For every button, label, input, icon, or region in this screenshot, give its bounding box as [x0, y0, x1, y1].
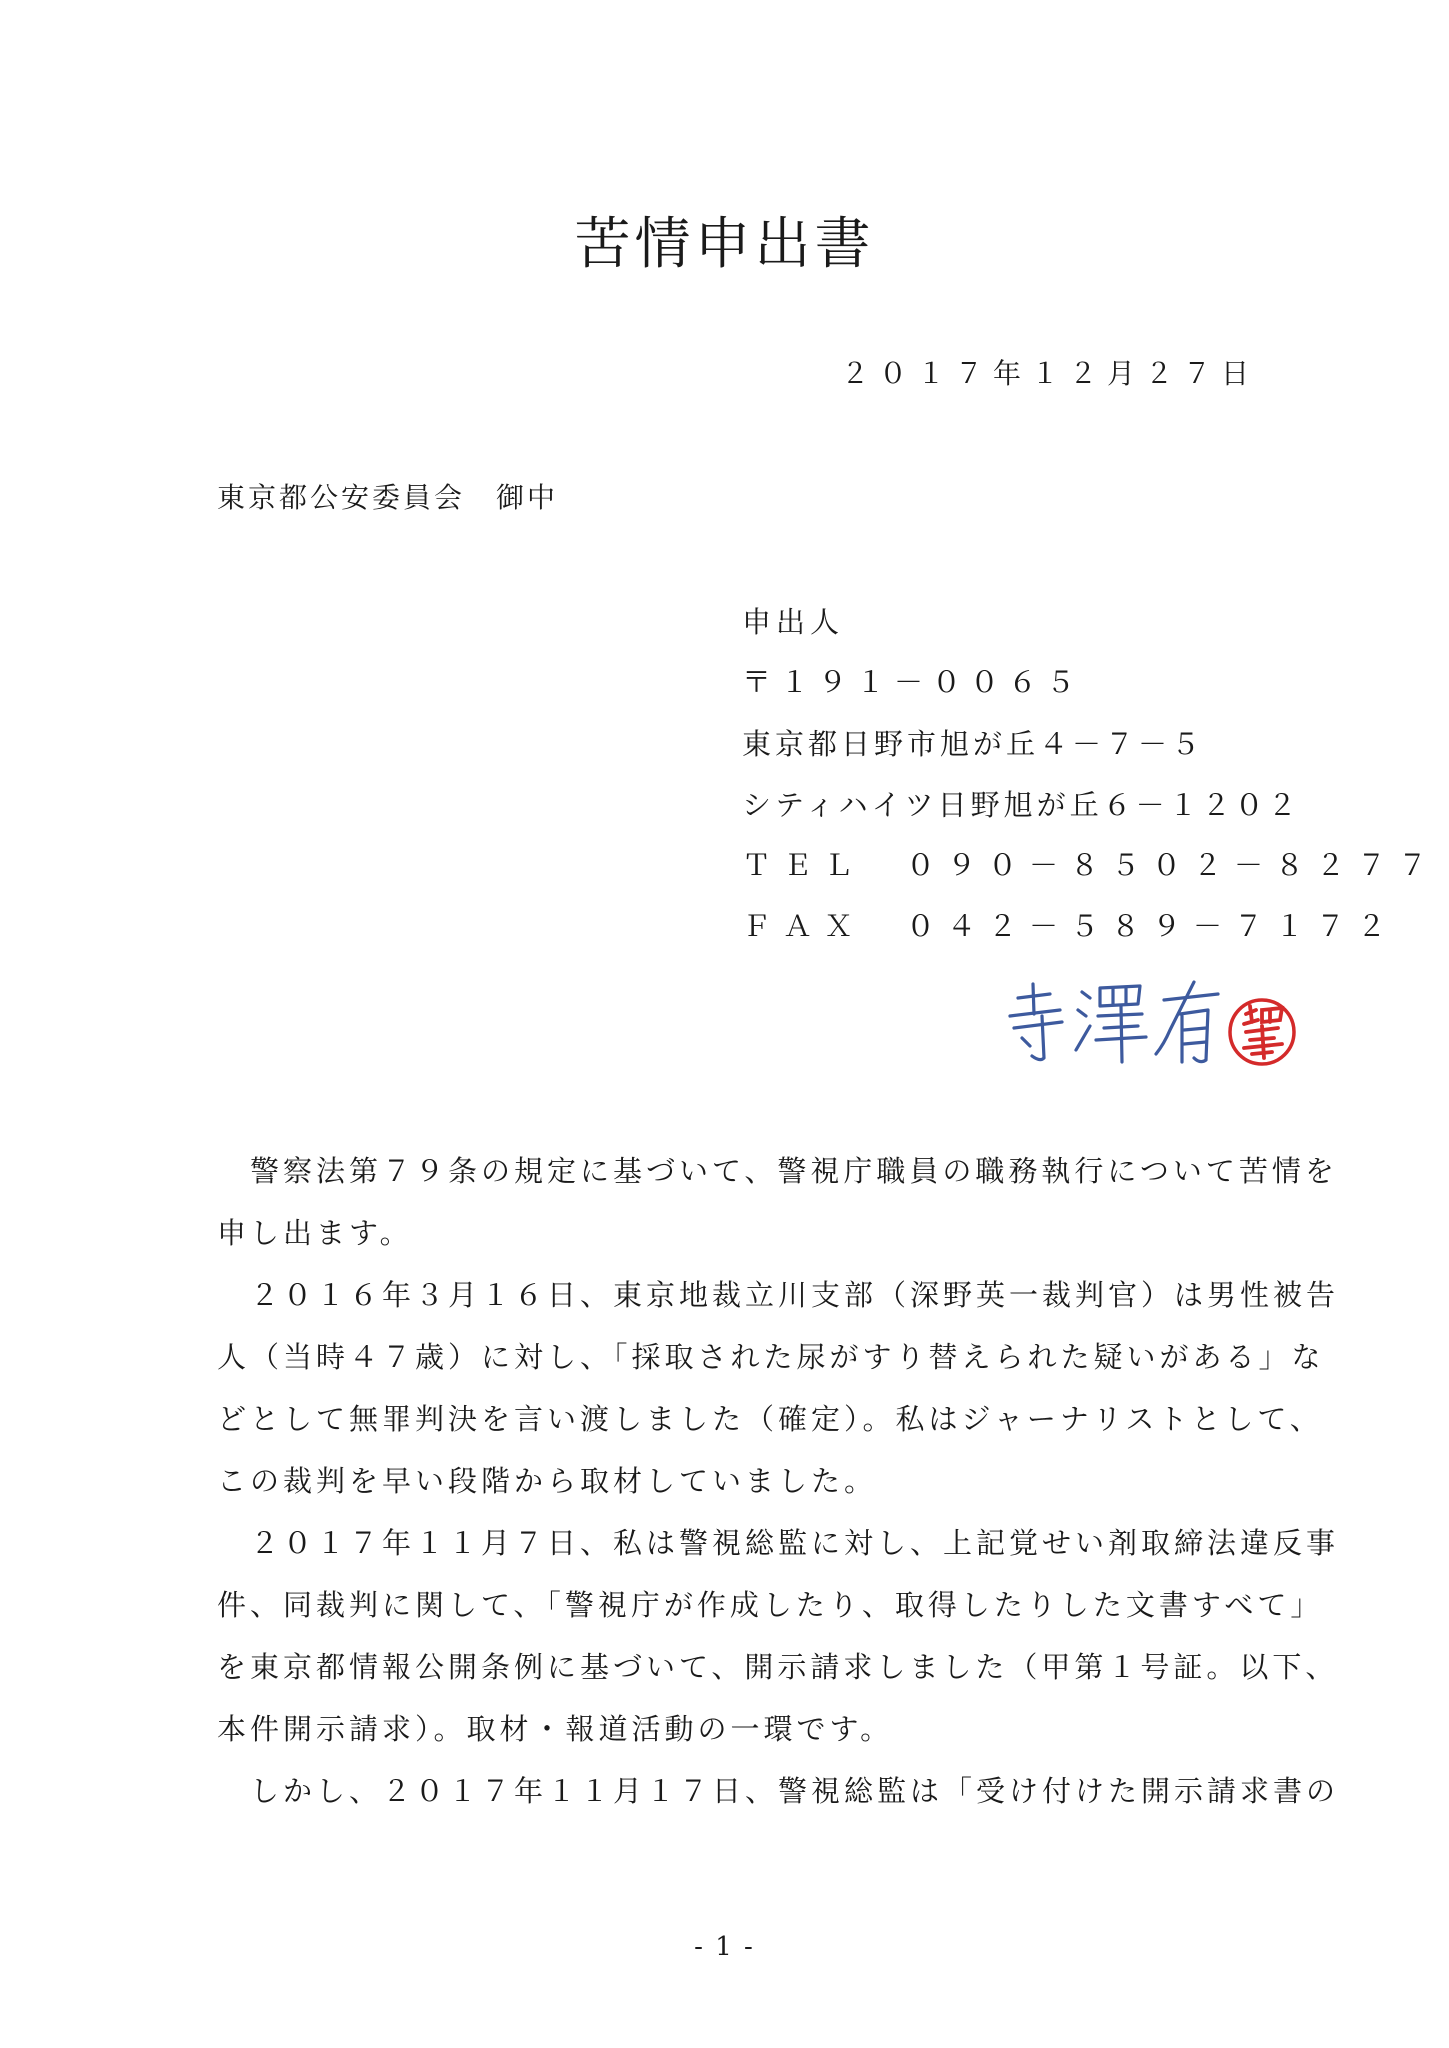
document-date: ２０１７年１２月２７日: [840, 357, 1259, 390]
sender-label: 申出人: [742, 605, 845, 639]
body-line: 人（当時４７歳）に対し、「採取された尿がすり替えられた疑いがある」な: [217, 1340, 1325, 1374]
sender-telephone: ＴＥＬ ０９０－８５０２－８２７７: [742, 848, 1440, 882]
body-line: ２０１７年１１月７日、私は警視総監に対し、上記覚せい剤取締法違反事: [217, 1526, 1340, 1560]
recipient: 東京都公安委員会 御中: [217, 481, 559, 514]
sender-postal-code: 〒１９１－００６５: [742, 665, 1085, 699]
sender-address-line-1: 東京都日野市旭が丘４－７－５: [742, 727, 1205, 761]
body-line: この裁判を早い段階から取材していました。: [217, 1464, 878, 1498]
body-line: ２０１６年３月１６日、東京地裁立川支部（深野英一裁判官）は男性被告: [217, 1278, 1340, 1312]
complaint-body: [217, 1140, 1340, 1822]
document-title: 苦情申出書: [574, 212, 875, 277]
body-line: 本件開示請求）。取材・報道活動の一環です。: [217, 1712, 894, 1746]
handwritten-signature-and-seal: [1000, 970, 1300, 1080]
sender-fax: ＦＡＸ ０４２－５８９－７１７２: [742, 909, 1399, 943]
handwritten-signature: [1010, 982, 1218, 1062]
body-line: を東京都情報公開条例に基づいて、開示請求しました（甲第１号証。以下、: [217, 1650, 1339, 1684]
body-line: 警察法第７９条の規定に基づいて、警視庁職員の職務執行について苦情を: [217, 1154, 1338, 1188]
page-number: - 1 -: [694, 1932, 755, 1962]
sender-address-line-2: シティハイツ日野旭が丘６－１２０２: [742, 788, 1301, 822]
body-line: 申し出ます。: [217, 1216, 413, 1250]
body-line: 件、同裁判に関して、「警視庁が作成したり、取得したりした文書すべて」: [217, 1588, 1324, 1622]
red-seal: [1230, 1000, 1294, 1064]
body-line: しかし、２０１７年１１月１７日、警視総監は「受け付けた開示請求書の: [217, 1774, 1340, 1808]
body-line: どとして無罪判決を言い渡しました（確定）。私はジャーナリストとして、: [217, 1402, 1323, 1436]
